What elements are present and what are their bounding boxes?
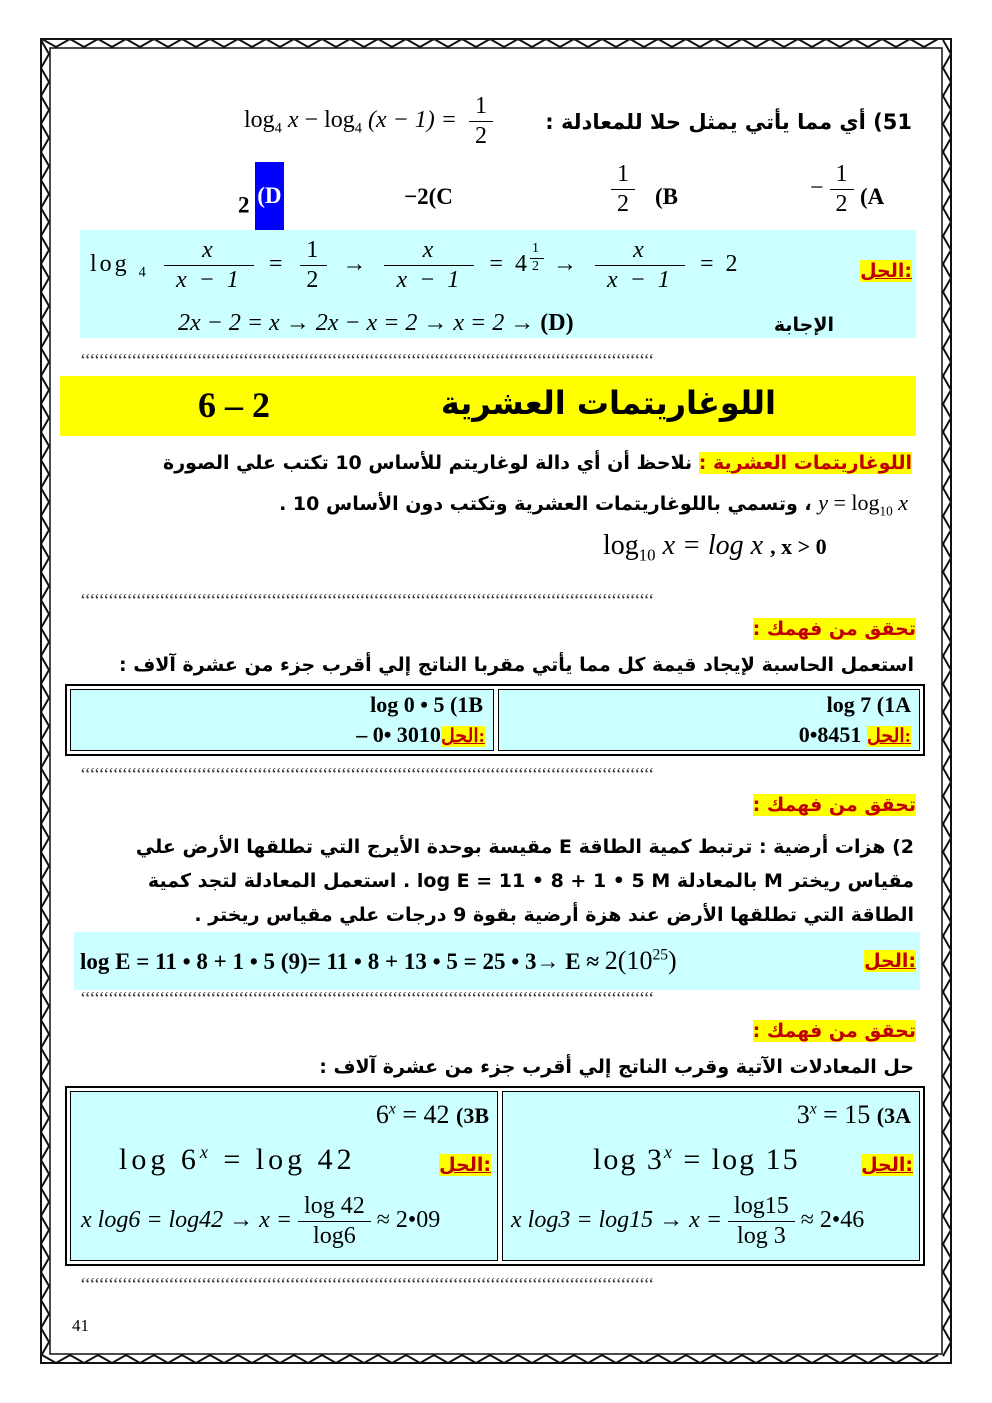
dotted-separator: ‘‘‘‘‘‘‘‘‘‘‘‘‘‘‘‘‘‘‘‘‘‘‘‘‘‘‘‘‘‘‘‘‘‘‘‘‘‘‘‘‘‘‘‘‘‘‘‘‘‘‘‘‘‘‘‘‘‘‘‘‘‘‘‘‘‘‘‘‘‘‘‘‘‘‘‘‘‘‘‘‘‘‘‘‘‘‘‘‘‘‘‘‘‘‘‘‘‘‘‘‘‘‘‘‘‘‘‘‘‘‘‘‘‘‘‘‘‘‘‘‘‘‘ [80, 1274, 655, 1294]
check2-text: 2) هزات أرضية : ترتبط كمية الطاقة E مقيسة بوحدة الأيرج التي تطلقها الأرض علي مقياس ريختر M بالمعادلة log E = 11 • 8 + 1 • 5 M . استعمل المعادلة لتجد كمية الطاقة التي تطلقها الأرض عند هزة أرضية بقوة 9 درجات علي مقياس ريختر . [135, 836, 914, 926]
q51-text: 51) أي مما يأتي يمثل حلا للمعادلة : [545, 110, 912, 134]
check1-title: تحقق من فهمك : [752, 618, 916, 640]
check1-b-answer: – 0• 3010الحل: [356, 722, 485, 747]
check1-b-question: log 0 • 5 (1B [370, 692, 483, 717]
section-header [60, 376, 916, 436]
check3-a-line3: x log3 = log15 → x = $\frac{\log 15}{\log 3}$ ≈ 2•46 [511, 1193, 865, 1249]
option-d-highlight: (D [255, 162, 283, 230]
check3-b-line2: log 6$^x$ = log 42 [119, 1142, 356, 1176]
check1-text: استعمل الحاسبة لإيجاد قيمة كل مما يأتي مقربا الناتج إلي أقرب جزء من عشرة آلاف : [118, 654, 914, 676]
dotted-separator: ‘‘‘‘‘‘‘‘‘‘‘‘‘‘‘‘‘‘‘‘‘‘‘‘‘‘‘‘‘‘‘‘‘‘‘‘‘‘‘‘‘‘‘‘‘‘‘‘‘‘‘‘‘‘‘‘‘‘‘‘‘‘‘‘‘‘‘‘‘‘‘‘‘‘‘‘‘‘‘‘‘‘‘‘‘‘‘‘‘‘‘‘‘‘‘‘‘‘‘‘‘‘‘‘‘‘‘‘‘‘‘‘‘‘‘‘‘‘‘‘‘‘‘ [80, 590, 655, 610]
option-b-value: $\frac{1}{2}$ [605, 160, 641, 219]
check3-cell-b [70, 1091, 498, 1261]
section-title: اللوغاريتمات العشرية [440, 384, 776, 422]
option-c[interactable]: −2(C [404, 184, 453, 209]
solution-label: الحل: [860, 260, 912, 282]
check3-a-question: 3$^x$ = 15 (3A [796, 1100, 911, 1129]
check3-cell-a [502, 1091, 920, 1261]
intro-line2: $y = \log_{10} x$ ، وتسمي باللوغاريتمات العشرية وتكتب دون الأساس 10 . [279, 490, 908, 519]
check3-a-line2: log 3$^x$ = log 15 [593, 1142, 800, 1176]
option-b-label[interactable]: (B [655, 184, 678, 209]
check3-b-line3: x log6 = log42 → x = $\frac{\log 42}{\log 6}$ ≈ 2•09 [81, 1193, 441, 1249]
check1-table [65, 684, 925, 756]
check1-a-question: log 7 (1A [826, 692, 911, 717]
page-number: 41 [72, 1316, 89, 1335]
check1-cell-a [498, 689, 920, 751]
dotted-separator: ‘‘‘‘‘‘‘‘‘‘‘‘‘‘‘‘‘‘‘‘‘‘‘‘‘‘‘‘‘‘‘‘‘‘‘‘‘‘‘‘‘‘‘‘‘‘‘‘‘‘‘‘‘‘‘‘‘‘‘‘‘‘‘‘‘‘‘‘‘‘‘‘‘‘‘‘‘‘‘‘‘‘‘‘‘‘‘‘‘‘‘‘‘‘‘‘‘‘‘‘‘‘‘‘‘‘‘‘‘‘‘‘‘‘‘‘‘‘‘‘‘‘‘ [80, 350, 655, 370]
option-a-label[interactable]: (A [860, 184, 885, 209]
check3-title: تحقق من فهمك : [752, 1020, 916, 1042]
check3-text: حل المعادلات الآتية وقرب الناتج إلي أقرب جزء من عشرة آلاف : [319, 1056, 914, 1078]
check2-solution-label: الحل: [864, 950, 916, 972]
check3-b-question: 6$^x$ = 42 (3B [375, 1100, 489, 1129]
check3-a-label: الحل: [861, 1154, 913, 1176]
check1-cell-b [70, 689, 494, 751]
answer-label: الإجابة [773, 314, 834, 336]
check3-b-label: الحل: [439, 1154, 491, 1176]
section-number: 6 – 2 [198, 385, 270, 425]
option-a-value: − $\frac{1}{2}$ [810, 160, 860, 219]
solution-51-line2: 2x − 2 = x → 2x − x = 2 → x = 2 → (D) [178, 310, 574, 336]
q51-equation: $\log_4 x - \log_4 (x - 1)$ = $\frac{1}{2}$ [244, 92, 499, 151]
intro-term: اللوغاريتمات العشرية : [698, 452, 912, 474]
solution-51-line1: log $_4$ $\frac{x}{x - 1}$ = $\frac{1}{2}$ → $\frac{x}{x - 1}$ = 4 $^{\frac{1}{2}}$ → $\frac{x}{x - 1}$ = 2 [90, 237, 741, 293]
dotted-separator: ‘‘‘‘‘‘‘‘‘‘‘‘‘‘‘‘‘‘‘‘‘‘‘‘‘‘‘‘‘‘‘‘‘‘‘‘‘‘‘‘‘‘‘‘‘‘‘‘‘‘‘‘‘‘‘‘‘‘‘‘‘‘‘‘‘‘‘‘‘‘‘‘‘‘‘‘‘‘‘‘‘‘‘‘‘‘‘‘‘‘‘‘‘‘‘‘‘‘‘‘‘‘‘‘‘‘‘‘‘‘‘‘‘‘‘‘‘‘‘‘‘‘‘ [80, 988, 655, 1008]
intro-line1: اللوغاريتمات العشرية : نلاحظ أن أي دالة لوغاريتم للأساس 10 تكتب علي الصورة [163, 452, 912, 474]
check2-title: تحقق من فهمك : [752, 794, 916, 816]
check2-solution: log E = 11 • 8 + 1 • 5 (9)= 11 • 8 + 13 • 5 = 25 • $3\to E \approx 2(10^{25})$ [80, 946, 677, 975]
option-d[interactable]: 2 (D [238, 184, 284, 230]
check1-a-answer: 0•8451 الحل: [798, 722, 911, 747]
solution-51-box [80, 230, 916, 338]
check3-table [65, 1086, 925, 1266]
intro-formula: $\log_{10} x = \log x$ , x > 0 [603, 530, 827, 565]
check2-solution-box [74, 932, 920, 990]
dotted-separator: ‘‘‘‘‘‘‘‘‘‘‘‘‘‘‘‘‘‘‘‘‘‘‘‘‘‘‘‘‘‘‘‘‘‘‘‘‘‘‘‘‘‘‘‘‘‘‘‘‘‘‘‘‘‘‘‘‘‘‘‘‘‘‘‘‘‘‘‘‘‘‘‘‘‘‘‘‘‘‘‘‘‘‘‘‘‘‘‘‘‘‘‘‘‘‘‘‘‘‘‘‘‘‘‘‘‘‘‘‘‘‘‘‘‘‘‘‘‘‘‘‘‘‘ [80, 764, 655, 784]
